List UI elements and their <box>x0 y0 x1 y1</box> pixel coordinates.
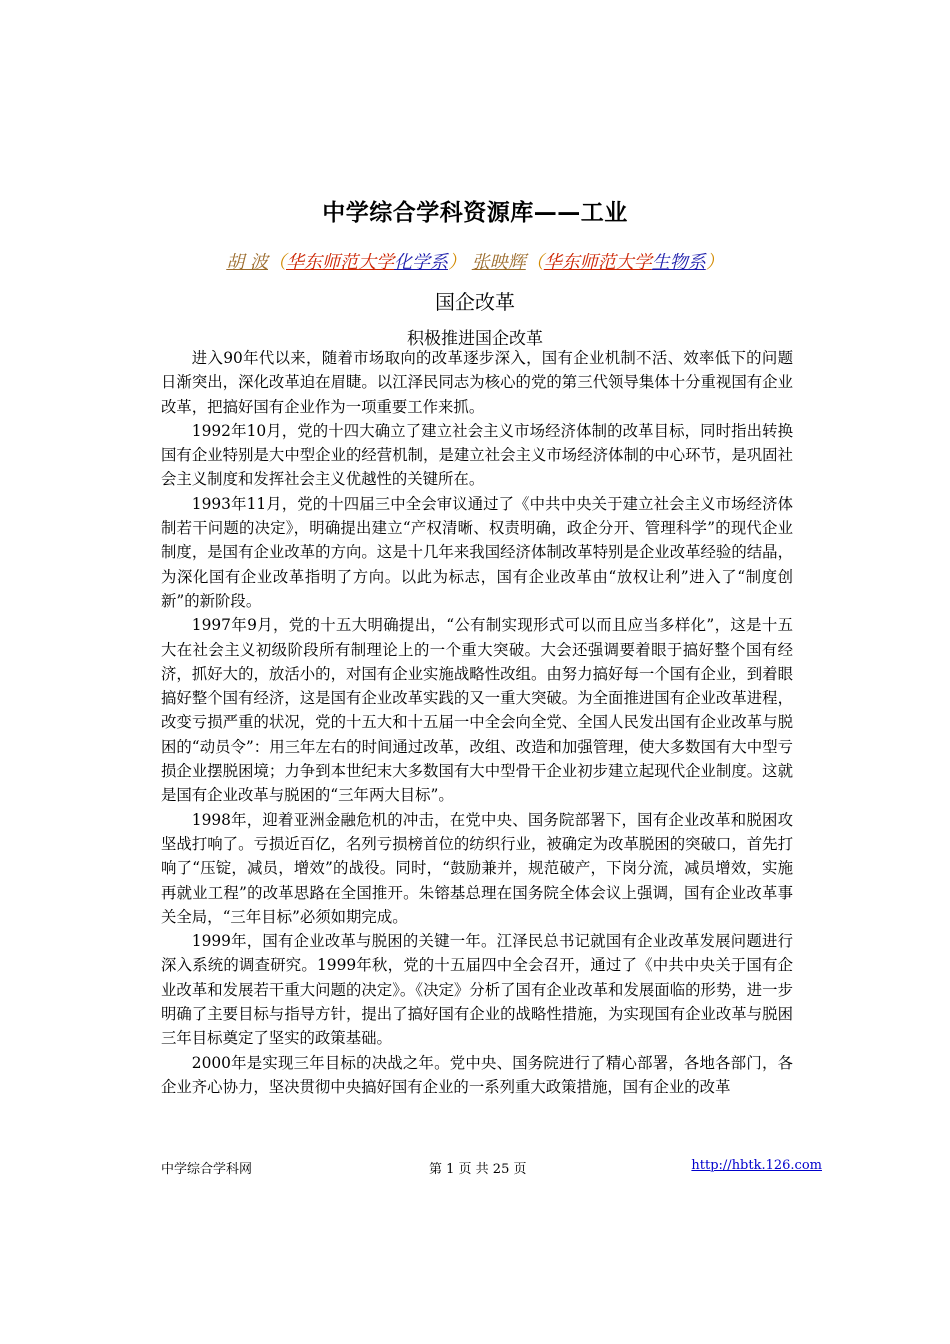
paragraph: 进入90年代以来，随着市场取向的改革逐步深入，国有企业机制不活、效率低下的问题日渐突出，深化改革迫在眉睫。以江泽民同志为核心的党的第三代领导集体十分重视国有企业改革，把搞好国有企业作为一项重要工作来抓。 <box>161 349 793 416</box>
footer-site-name: 中学综合学科网 <box>161 1162 253 1177</box>
paragraph: 1999年，国有企业改革与脱困的关键一年。江泽民总书记就国有企业改革发展问题进行深入系统的调查研究。1999年秋，党的十五届四中全会召开，通过了《中共中央关于国有企业改革和发展若干重大问题的决定》。《决定》分析了国有企业改革和发展面临的形势，进一步明确了主要目标与指导方针，提出了搞好国有企业的战略性措施，为实现国有企业改革与脱困三年目标奠定了坚实的政策基础。 <box>161 932 793 1048</box>
paren-close: ） <box>448 252 466 273</box>
paragraph: 1993年11月，党的十四届三中全会审议通过了《中共中央关于建立社会主义市场经济体制若干问题的决定》，明确提出建立“产权清晰、权责明确，政企分开、管理科学”的现代企业制度，是国有企业改革的方向。这是十几年来我国经济体制改革特别是企业改革经验的结晶，为深化国有企业改革指明了方向。以此为标志，国有企业改革由“放权让利”进入了“制度创新”的新阶段。 <box>161 494 793 610</box>
paren-close: ） <box>705 252 724 273</box>
subsection-title: 积极推进国企改革 <box>407 329 543 349</box>
document-title: 中学综合学科资源库——工业 <box>322 200 628 226</box>
author-1-department-link[interactable]: 化学系 <box>394 252 448 273</box>
section-title: 国企改革 <box>435 290 515 314</box>
paragraph: 2000年是实现三年目标的决战之年。党中央、国务院进行了精心部署，各地各部门，各企业齐心协力，坚决贯彻中央搞好国有企业的一系列重大政策措施，国有企业的改革 <box>161 1053 793 1096</box>
author-2-university-link[interactable]: 华东师范大学 <box>543 252 652 273</box>
paren-open: （ <box>525 252 544 273</box>
paragraph: 1992年10月，党的十四大确立了建立社会主义市场经济体制的改革目标，同时指出转换国有企业特别是大中型企业的经营机制，是建立社会主义市场经济体制的中心环节，是巩固社会主义制度和发挥社会主义优越性的关键所在。 <box>161 421 793 489</box>
paragraph: 1997年9月，党的十五大明确提出，“公有制实现形式可以而且应当多样化”，这是十五大在社会主义初级阶段所有制理论上的一个重大突破。大会还强调要着眼于搞好整个国有经济，抓好大的，放活小的，对国有企业实施战略性改组。由努力搞好每一个国有企业，到着眼搞好整个国有经济，这是国有企业改革实践的又一重大突破。为全面推进国有企业改革进程，改变亏损严重的状况，党的十五大和十五届一中全会向全党、全国人民发出国有企业改革与脱困的“动员令”：用三年左右的时间通过改革，改组、改造和加强管理，使大多数国有大中型亏损企业摆脱困境；力争到本世纪末大多数国有大中型骨干企业初步建立起现代企业制度。这就是国有企业改革与脱困的“三年两大目标”。 <box>161 616 793 805</box>
paragraph: 1998年，迎着亚洲金融危机的冲击，在党中央、国务院部署下，国有企业改革和脱困攻坚战打响了。亏损近百亿，名列亏损榜首位的纺织行业，被确定为改革脱困的突破口，首先打响了“压锭，减员，增效”的战役。同时，“鼓励兼并，规范破产，下岗分流，减员增效，实施再就业工程”的改革思路在全国推开。朱镕基总理在国务院全体会议上强调，国有企业改革事关全局，“三年目标”必须如期完成。 <box>161 810 793 926</box>
footer-page-number: 第 1 页 共 25 页 <box>429 1162 527 1177</box>
author-1-university-link[interactable]: 华东师范大学 <box>286 252 394 273</box>
body-text <box>161 346 793 1099</box>
author-1-link[interactable]: 胡 波 <box>226 252 268 273</box>
author-2-link[interactable]: 张映辉 <box>471 252 526 273</box>
author-2-department-link[interactable]: 生物系 <box>651 252 706 273</box>
footer-url-link[interactable]: http://hbtk.126.com <box>691 1158 822 1173</box>
paren-open: （ <box>268 252 286 273</box>
author-line <box>0 248 950 274</box>
